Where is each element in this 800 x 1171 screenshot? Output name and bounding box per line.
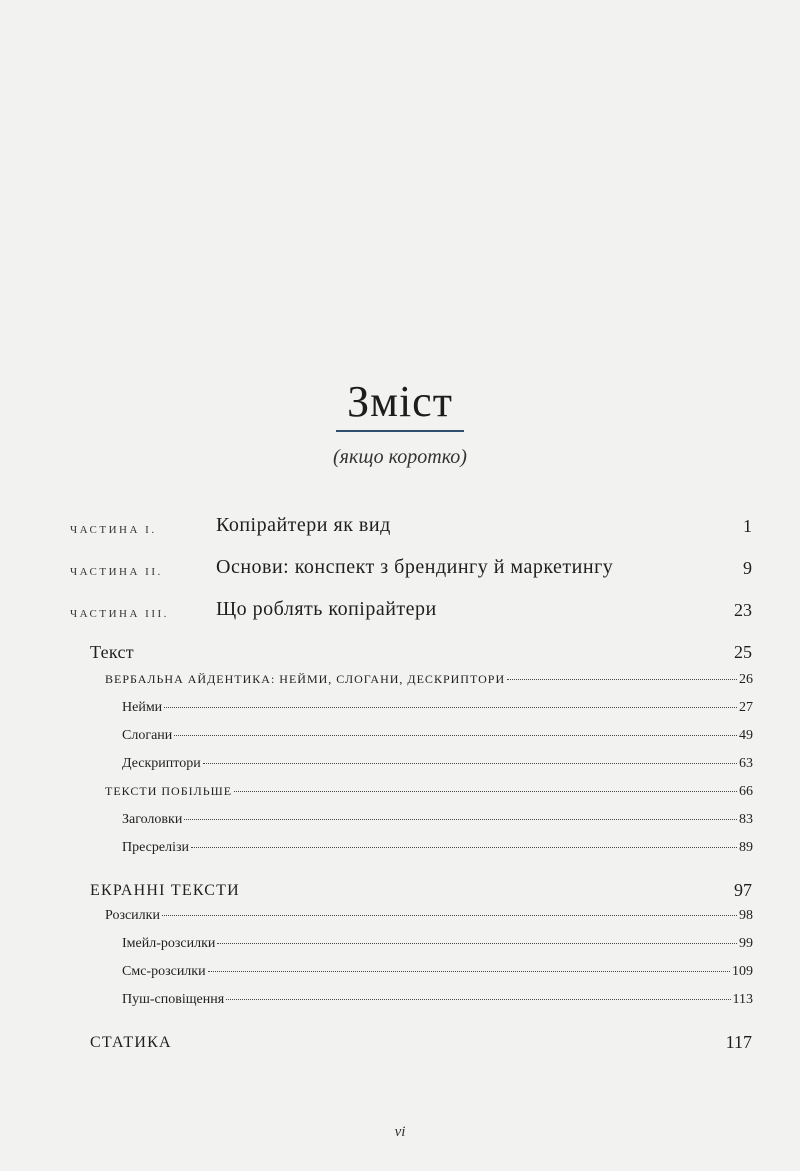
toc-entry-names[interactable]: [122, 700, 753, 722]
toc-entry-mailings[interactable]: [105, 908, 753, 930]
part-label: ЧАСТИНА І.: [70, 524, 157, 536]
part-title: Копірайтери як вид: [216, 514, 391, 536]
toc-entry-verbal-identity[interactable]: [105, 672, 753, 694]
entry-page-number: 113: [732, 992, 753, 1007]
toc-section-screen-texts[interactable]: [90, 880, 752, 906]
section-title: СТАТИКА: [90, 1034, 172, 1051]
toc-entry-sms[interactable]: [122, 964, 753, 986]
entry-title: Нейми: [122, 700, 163, 715]
entry-page-number: 109: [732, 964, 753, 979]
entry-page-number: 83: [739, 812, 753, 827]
toc-entry-descriptors[interactable]: [122, 756, 753, 778]
title-underline: [336, 430, 464, 432]
entry-title: ТЕКСТИ ПОБІЛЬШЕ: [105, 784, 233, 798]
entry-page-number: 26: [739, 672, 753, 687]
toc-entry-press-releases[interactable]: [122, 840, 753, 862]
entry-title: Пресрелізи: [122, 840, 189, 855]
section-title: Текст: [90, 642, 134, 662]
dot-leader: [217, 943, 737, 944]
part-title: Що роблять копірайтери: [216, 598, 437, 620]
page-subtitle: (якщо коротко): [333, 446, 467, 468]
part-page-number: 1: [743, 516, 752, 536]
entry-title: Імейл-розсилки: [122, 936, 216, 951]
entry-page-number: 89: [739, 840, 753, 855]
entry-page-number: 99: [739, 936, 753, 951]
entry-title: Дескриптори: [122, 756, 201, 771]
entry-page-number: 27: [739, 700, 753, 715]
entry-title: Заголовки: [122, 812, 183, 827]
toc-entry-slogans[interactable]: [122, 728, 753, 750]
toc-section-static[interactable]: [90, 1032, 752, 1058]
dot-leader: [164, 707, 737, 708]
dot-leader: [162, 915, 737, 916]
dot-leader: [184, 819, 737, 820]
section-page-number: 117: [725, 1032, 752, 1052]
toc-entry-email[interactable]: [122, 936, 753, 958]
dot-leader: [507, 679, 737, 680]
entry-title: Пуш-сповіщення: [122, 992, 225, 1007]
section-page-number: 97: [734, 880, 752, 900]
toc-entry-push[interactable]: [122, 992, 753, 1014]
part-label: ЧАСТИНА ІІІ.: [70, 608, 169, 620]
entry-page-number: 66: [739, 784, 753, 799]
toc-section-text[interactable]: [90, 642, 752, 668]
part-title: Основи: конспект з брендингу й маркетингу: [216, 556, 614, 578]
entry-title: Слогани: [122, 728, 173, 743]
toc-part-3[interactable]: [70, 598, 752, 628]
part-page-number: 23: [734, 600, 752, 620]
toc-entry-longer-texts[interactable]: [105, 784, 753, 806]
dot-leader: [226, 999, 730, 1000]
entry-title: ВЕРБАЛЬНА АЙДЕНТИКА: НЕЙМИ, СЛОГАНИ, ДЕСКРИПТОРИ: [105, 672, 506, 686]
entry-page-number: 49: [739, 728, 753, 743]
toc-entry-headlines[interactable]: [122, 812, 753, 834]
toc-part-2[interactable]: [70, 556, 752, 586]
part-label: ЧАСТИНА ІІ.: [70, 566, 163, 578]
entry-page-number: 98: [739, 908, 753, 923]
entry-title: Розсилки: [105, 908, 160, 923]
page-folio: vi: [394, 1124, 406, 1140]
dot-leader: [174, 735, 737, 736]
section-title: ЕКРАННІ ТЕКСТИ: [90, 882, 240, 899]
dot-leader: [191, 847, 737, 848]
dot-leader: [234, 791, 737, 792]
section-page-number: 25: [734, 642, 752, 662]
entry-title: Смс-розсилки: [122, 964, 206, 979]
dot-leader: [203, 763, 737, 764]
toc-part-1[interactable]: [70, 514, 752, 544]
dot-leader: [208, 971, 730, 972]
part-page-number: 9: [743, 558, 752, 578]
entry-page-number: 63: [739, 756, 753, 771]
page-title: Зміст: [347, 377, 453, 426]
